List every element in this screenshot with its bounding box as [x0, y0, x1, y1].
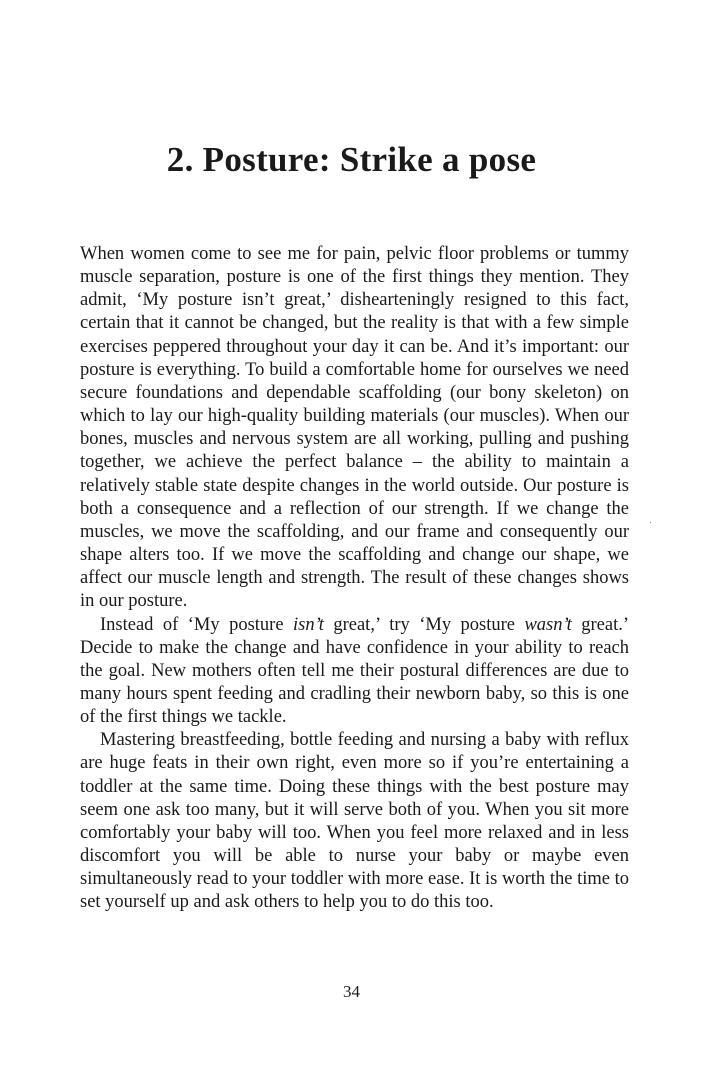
emphasis-isnt: isn’t [293, 614, 324, 635]
paragraph-2 [80, 614, 629, 730]
paragraph-1-text: When women come to see me for pain, pelvic floor problems or tummy muscle separation, posture is one of the first things they mention. They admit, ‘My posture isn’t great,’ dishearteningly resigned to this fact, certain that it cannot be changed, but the reality is that with a few simple exercises peppered throughout your day it can be. And it’s important: our posture is everything. To build a comfortable home for ourselves we need secure foundations and dependable scaffolding (our bony skeleton) on which to lay our high-quality building materials (our muscles). When our bones, muscles and nervous system are all working, pulling and pushing together, we achieve the perfect balance – the ability to maintain a relatively stable state despite changes in the world outside. Our posture is both a consequence and a reflection of our strength. If we change the muscles, we move the scaffolding, and our frame and consequently our shape alters too. If we move the scaffolding and change our shape, we affect our muscle length and strength. The result of these changes shows in our posture. [80, 244, 629, 612]
chapter-title: 2. Posture: Strike a pose [166, 140, 537, 179]
emphasis-wasnt: wasn’t [524, 614, 572, 635]
paragraph-2-text-c: great.’ Decide to make the change and have confidence in your ability to reach the goal. New mothers often tell me their postural differences are due to many hours spent feeding and cradling their newborn baby, so this is one of the first things we tackle. [80, 614, 629, 728]
paragraph-1 [80, 243, 629, 614]
page-number: 34 [343, 982, 360, 1001]
scan-speck [650, 522, 651, 523]
paragraph-2-text-a: Instead of ‘My posture [100, 614, 294, 635]
body-text [80, 243, 629, 915]
paragraph-2-text-b: great,’ try ‘My posture [323, 614, 525, 635]
paragraph-3 [80, 729, 629, 914]
paragraph-3-text: Mastering breastfeeding, bottle feeding and nursing a baby with reflux are huge feats in their own right, even more so if you’re entertaining a toddler at the same time. Doing these things with the best posture may seem one ask too many, but it will serve both of you. When you sit more comfortably your baby will too. When you feel more relaxed and in less discomfort you will be able to nurse your baby or maybe even simultaneously read to your toddler with more ease. It is worth the time to set yourself up and ask others to help you to do this too. [80, 730, 629, 913]
